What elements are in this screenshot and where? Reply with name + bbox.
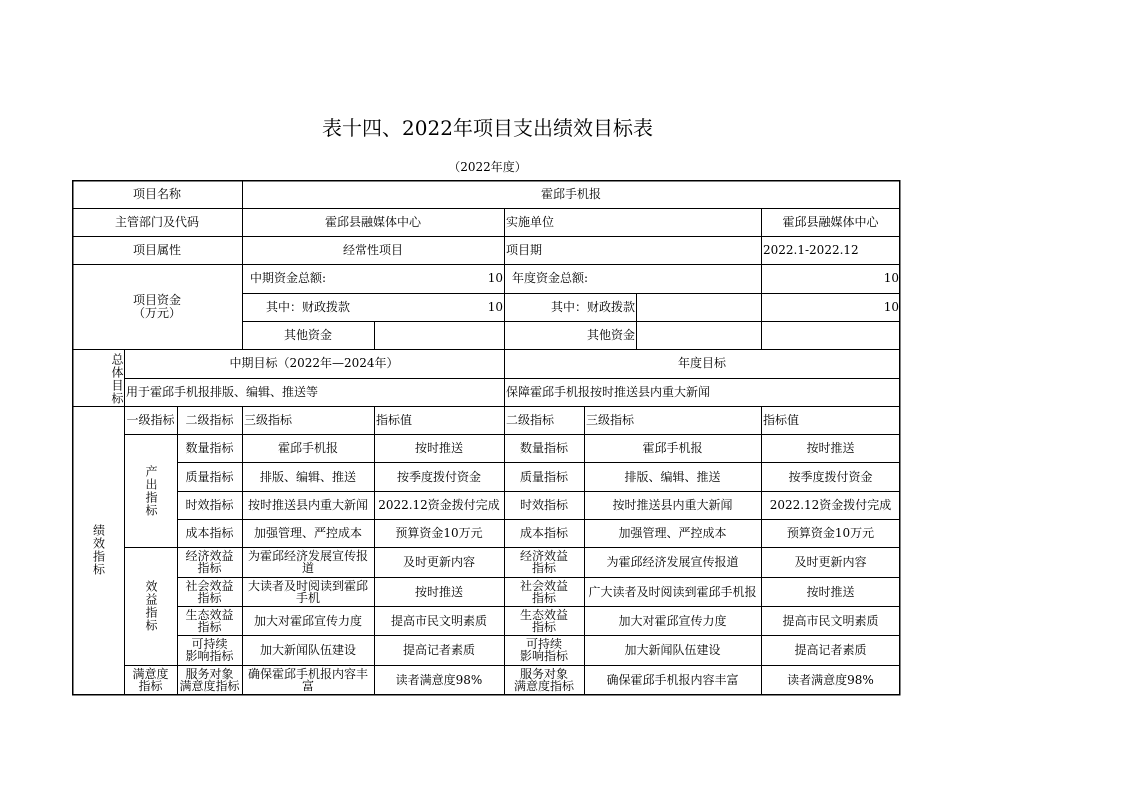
perf-row-7-level2-b: 生态效益 指标: [519, 607, 568, 634]
perf-row-7-value-b: 提高市民文明素质: [782, 613, 879, 628]
benefit-label: 效益指标: [144, 580, 158, 632]
perf-row-7-level3: 加大对霍邱宣传力度: [253, 613, 362, 628]
perf-row-5-value-b: 及时更新内容: [794, 555, 867, 569]
perf-row-2-level2: 质量指标: [185, 469, 234, 484]
perf-row-6-level2-b: 社会效益 指标: [519, 578, 568, 605]
perf-row-6-level2: 社会效益 指标: [185, 578, 234, 605]
page-subtitle: （2022年度）: [448, 160, 527, 174]
perf-row-8-level2: 可持续 影响指标: [185, 637, 234, 663]
perf-row-1-level3-b: 霍邱手机报: [642, 441, 703, 455]
perf-row-3-level3: 按时推送县内重大新闻: [247, 498, 368, 512]
mid-total-value: 10: [487, 271, 503, 285]
perf-row-6-value-b: 按时推送: [806, 584, 855, 599]
project-name-label: 项目名称: [132, 186, 181, 201]
perf-row-5-value: 及时更新内容: [402, 555, 475, 569]
header-value-b: 指标值: [763, 412, 800, 427]
perf-row-5-level2-b: 经济效益 指标: [519, 549, 568, 575]
dept-label: 主管部门及代码: [114, 214, 199, 229]
mid-goal-text: 用于霍邱手机报排版、编辑、推送等: [126, 384, 319, 399]
attr-label: 项目属性: [132, 242, 181, 257]
perf-row-2-level2-b: 质量指标: [519, 469, 568, 484]
perf-row-1-value: 按时推送: [414, 441, 463, 455]
perf-row-3-level3-b: 按时推送县内重大新闻: [612, 498, 733, 512]
perf-row-5-level2: 经济效益 指标: [185, 549, 234, 575]
perf-row-4-level2-b: 成本指标: [519, 526, 568, 540]
attr-value: 经常性项目: [342, 242, 403, 257]
perf-row-2-value: 按季度拨付资金: [396, 469, 481, 484]
mid-goal-header: 中期目标（2022年—2024年）: [229, 356, 399, 370]
output-label: 产出指标: [144, 464, 158, 517]
header-level3-b: 三级指标: [586, 412, 635, 427]
perf-row-4-level2: 成本指标: [185, 526, 234, 540]
perf-row-4-level3: 加强管理、严控成本: [253, 526, 362, 540]
perf-row-2-level3-b: 排版、编辑、推送: [624, 469, 721, 484]
mid-total-label: 中期资金总额:: [250, 271, 327, 285]
header-value: 指标值: [376, 412, 413, 427]
impl-label: 实施单位: [506, 214, 555, 229]
perf-row-8-level3: 加大新闻队伍建设: [259, 643, 356, 657]
perf-row-9-value-b: 读者满意度98%: [787, 672, 874, 687]
year-goal-header: 年度目标: [677, 356, 726, 370]
header-level2-b: 二级指标: [506, 412, 555, 427]
year-total-label: 年度资金总额:: [512, 271, 589, 285]
mid-fiscal-label: 其中：财政拨款: [265, 299, 350, 314]
perf-row-3-level2: 时效指标: [185, 498, 234, 512]
perf-row-3-level2-b: 时效指标: [519, 498, 568, 512]
period-label: 项目期: [506, 242, 543, 257]
funds-label: 项目资金 （万元）: [132, 292, 181, 320]
perf-row-5-level3-b: 为霍邱经济发展宣传报道: [606, 555, 739, 569]
year-fiscal-label: 其中：财政拨款: [550, 299, 635, 314]
perf-row-3-value: 2022.12资金拨付完成: [378, 498, 500, 512]
header-level3: 三级指标: [244, 412, 293, 427]
perf-row-9-value: 读者满意度98%: [395, 672, 483, 687]
perf-row-4-value: 预算资金10万元: [395, 526, 483, 540]
year-fiscal-value: 10: [883, 299, 899, 314]
perf-row-1-level2-b: 数量指标: [519, 441, 568, 455]
project-name-value: 霍邱手机报: [540, 186, 601, 201]
perf-row-7-level3-b: 加大对霍邱宣传力度: [618, 613, 727, 628]
perf-row-9-level3-b: 确保霍邱手机报内容丰富: [606, 672, 739, 687]
perf-row-5-level3: 为霍邱经济发展宣传报道: [247, 549, 368, 575]
perf-row-9-level3: 确保霍邱手机报内容丰富: [247, 666, 368, 693]
satisfaction-label: 满意度 指标: [132, 666, 169, 693]
perf-row-3-value-b: 2022.12资金拨付完成: [769, 498, 892, 512]
perf-row-4-level3-b: 加强管理、严控成本: [618, 526, 727, 540]
header-level2: 二级指标: [185, 412, 234, 427]
page-title: 表十四、2022年项目支出绩效目标表: [322, 116, 653, 140]
year-goal-text: 保障霍邱手机报按时推送县内重大新闻: [506, 384, 711, 399]
perf-row-9-level2-b: 服务对象 满意度指标: [513, 666, 574, 693]
perf-row-8-level2-b: 可持续 影响指标: [519, 637, 568, 663]
year-other-label: 其他资金: [586, 327, 635, 342]
goals-label: 总体目标: [110, 352, 124, 405]
perf-row-2-level3: 排版、编辑、推送: [259, 469, 356, 484]
mid-other-label: 其他资金: [283, 327, 332, 342]
impl-value: 霍邱县融媒体中心: [782, 214, 879, 229]
perf-row-6-value: 按时推送: [414, 584, 463, 599]
perf-row-2-value-b: 按季度拨付资金: [788, 469, 873, 484]
dept-value: 霍邱县融媒体中心: [324, 214, 421, 229]
mid-fiscal-value: 10: [487, 299, 503, 314]
period-value: 2022.1-2022.12: [763, 242, 859, 257]
perf-row-1-level3: 霍邱手机报: [277, 441, 338, 455]
perf-row-6-level3: 大读者及时阅读到霍邱手机: [247, 578, 368, 605]
perf-row-8-value: 提高记者素质: [402, 643, 475, 657]
perf-row-7-value: 提高市民文明素质: [390, 613, 487, 628]
perf-label: 绩效指标: [91, 524, 106, 576]
perf-row-1-level2: 数量指标: [185, 441, 234, 455]
perf-row-1-value-b: 按时推送: [806, 441, 855, 455]
perf-row-4-value-b: 预算资金10万元: [786, 526, 875, 540]
perf-row-8-level3-b: 加大新闻队伍建设: [624, 643, 721, 657]
year-total-value: 10: [883, 271, 899, 285]
perf-row-6-level3-b: 广大读者及时阅读到霍邱手机报: [588, 584, 757, 599]
perf-row-8-value-b: 提高记者素质: [794, 643, 867, 657]
perf-row-7-level2: 生态效益 指标: [185, 607, 234, 634]
header-level1: 一级指标: [126, 412, 175, 427]
perf-row-9-level2: 服务对象 满意度指标: [179, 666, 240, 693]
